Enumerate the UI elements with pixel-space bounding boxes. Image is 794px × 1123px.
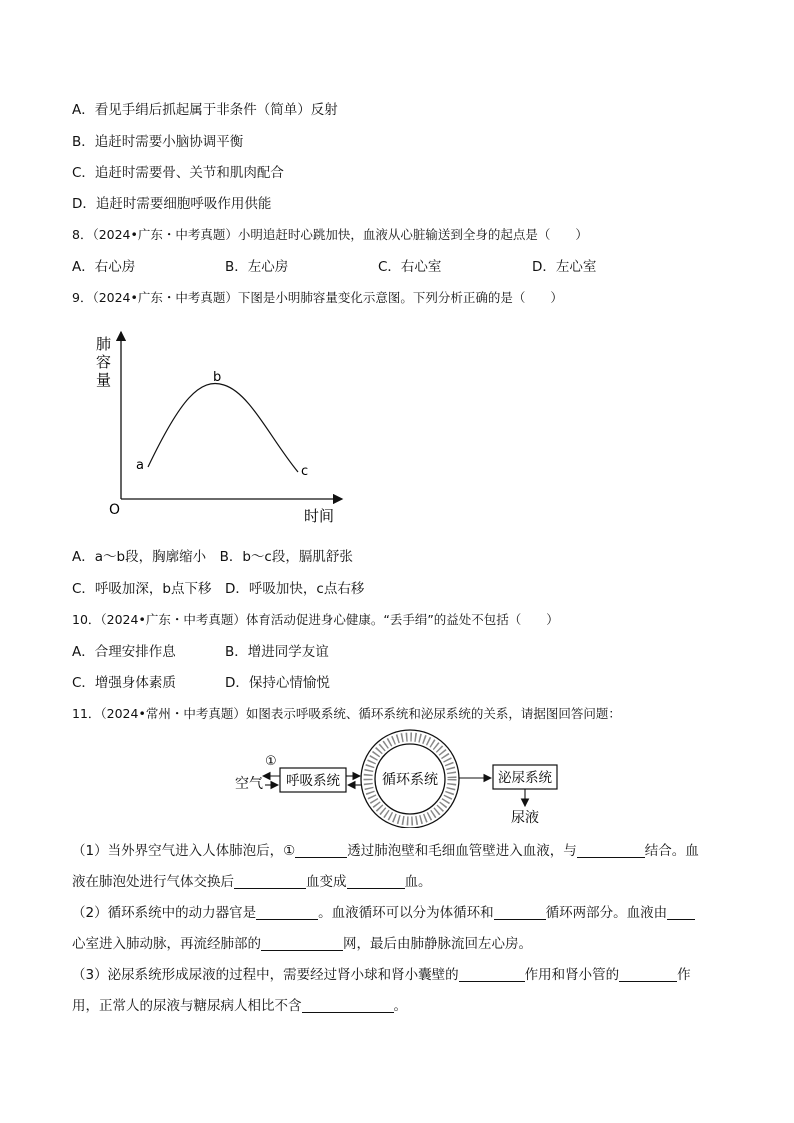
system-relationship-diagram (225, 728, 565, 828)
q10-option-a: A．合理安排作息 (72, 644, 176, 660)
y-label-3: 量 (96, 371, 112, 389)
q9-stem: 9．（2024•广东・中考真题）下图是小明肺容量变化示意图。下列分析正确的是（ ） (72, 290, 563, 305)
q8-stem: 8．（2024•广东・中考真题）小明追赶时心跳加快，血液从心脏输送到全身的起点是（ ） (72, 227, 588, 242)
point-a-label: a (136, 458, 144, 473)
answer-blank-5[interactable] (256, 905, 318, 920)
point-c-label: c (301, 464, 309, 479)
circulatory-label: 循环系统 (382, 772, 438, 788)
q10-option-d: D．保持心情愉悦 (225, 675, 330, 691)
q8-option-d: D．左心室 (532, 259, 597, 275)
q11-part3-line2: 用，正常人的尿液与糖尿病人相比不含 。 (72, 998, 407, 1014)
q7-option-a: A．看见手绢后抓起属于非条件（简单）反射 (72, 102, 338, 118)
q11-part1-line1: （1）当外界空气进入人体肺泡后，① 透过肺泡壁和毛细血管壁进入血液，与 结合。血 (72, 843, 699, 859)
answer-blank-8[interactable] (261, 936, 343, 951)
urine-label: 尿液 (511, 810, 539, 826)
answer-blank-7[interactable] (667, 905, 695, 920)
q11-part1-line2: 液在肺泡处进行气体交换后 血变成 血。 (72, 874, 432, 890)
q7-option-d: D．追赶时需要细胞呼吸作用供能 (72, 196, 272, 212)
urinary-label: 泌尿系统 (498, 770, 552, 786)
q11-part2-line1: （2）循环系统中的动力器官是 。血液循环可以分为体循环和 循环两部分。血液由 (72, 904, 695, 922)
lung-volume-curve (148, 383, 298, 472)
y-label-2: 容 (96, 353, 112, 371)
q11-stem: 11．（2024•常州・中考真题）如图表示呼吸系统、循环系统和泌尿系统的关系，请据图回答问题： (72, 706, 621, 721)
q7-option-b: B．追赶时需要小脑协调平衡 (72, 134, 244, 150)
answer-blank-10[interactable] (619, 967, 677, 982)
point-b-label: b (213, 370, 222, 385)
q11-part2-line2: 心室进入肺动脉，再流经肺部的 网，最后由肺静脉流回左心房。 (72, 936, 532, 952)
answer-blank-2[interactable] (577, 843, 645, 858)
x-label: 时间 (304, 507, 335, 525)
air-label: 空气 (235, 776, 263, 792)
y-label-1: 肺 (96, 335, 112, 353)
q10-option-c: C．增强身体素质 (72, 675, 176, 691)
q7-option-c: C．追赶时需要骨、关节和肌肉配合 (72, 165, 284, 181)
q8-option-b: B．左心房 (225, 259, 289, 275)
answer-blank-3[interactable] (234, 874, 306, 889)
q10-option-b: B．增进同学友谊 (225, 644, 329, 660)
q10-stem: 10．（2024•广东・中考真题）体育活动促进身心健康。“丢手绢”的益处不包括（ ） (72, 612, 559, 627)
answer-blank-4[interactable] (347, 874, 405, 889)
q11-part3-line1: （3）泌尿系统形成尿液的过程中，需要经过肾小球和肾小囊壁的 作用和肾小管的 作 (72, 967, 691, 983)
q8-option-a: A．右心房 (72, 259, 136, 275)
marker-1: ① (265, 754, 277, 769)
q8-option-c: C．右心室 (378, 259, 442, 275)
respiratory-label: 呼吸系统 (286, 773, 340, 789)
answer-blank-1[interactable] (295, 843, 347, 858)
q9-options-cd: C．呼吸加深，b点下移 D．呼吸加快，c点右移 (72, 581, 365, 597)
q9-options-ab: A．a～b段，胸廓缩小 B．b～c段，膈肌舒张 (72, 549, 353, 565)
answer-blank-11[interactable] (302, 998, 394, 1013)
lung-volume-graph (80, 320, 360, 530)
origin-label: O (109, 502, 121, 518)
answer-blank-9[interactable] (459, 967, 525, 982)
answer-blank-6[interactable] (494, 905, 546, 920)
